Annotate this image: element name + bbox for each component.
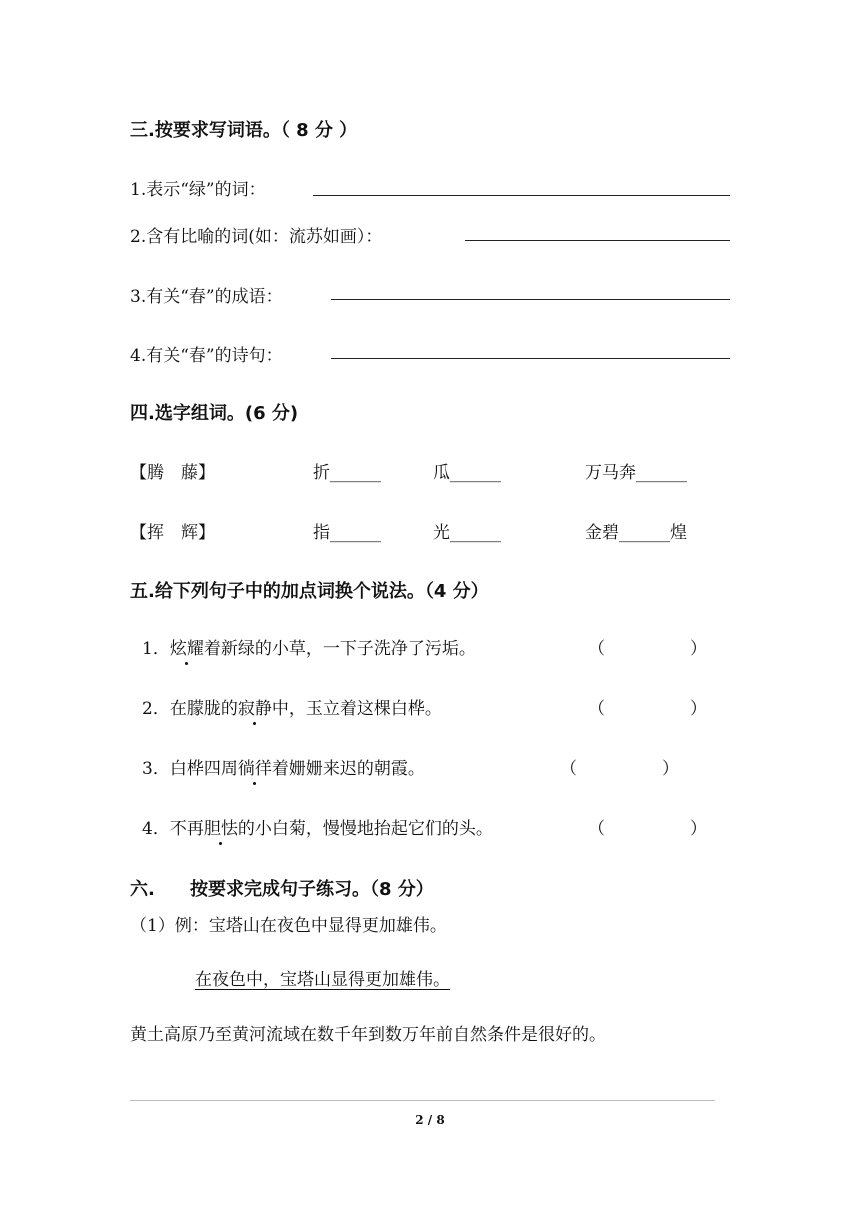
s5-item-1-answer-blank[interactable]: （ ） (588, 639, 707, 659)
s4-row2-blank-b[interactable]: 光______ (433, 523, 501, 543)
s4-row1-group: 【腾 藤】 (130, 463, 215, 483)
sentence-pre: 白桦四周 (169, 759, 238, 779)
sentence-post: 的小白菊，慢慢地抬起它们的头。 (237, 819, 493, 839)
s5-item-1 (142, 634, 476, 659)
s6-question: 黄土高原乃至黄河流域在数千年到数万年前自然条件是很好的。 (130, 1025, 606, 1045)
s3-item-1-label: 1.表示“绿”的词： (130, 180, 266, 200)
s4-row2-group: 【挥 辉】 (130, 523, 215, 543)
item-number: 3． (142, 759, 170, 779)
sentence-pre: 在朦胧的 (169, 699, 238, 719)
s6-example-answer: 在夜色中，宝塔山显得更加雄伟。 (195, 970, 450, 990)
s3-item-2-answer-line[interactable] (465, 240, 730, 241)
s5-item-4-answer-blank[interactable]: （ ） (588, 819, 707, 839)
s4-row2-blank-c[interactable]: 金碧______煌 (585, 523, 687, 543)
s3-item-1-answer-line[interactable] (313, 195, 730, 196)
s4-row1-blank-a[interactable]: 折______ (313, 463, 381, 483)
dotted-word: 胆怯 (204, 814, 238, 839)
s3-item-4-answer-line[interactable] (331, 358, 730, 359)
s4-row1-blank-b[interactable]: 瓜______ (433, 463, 501, 483)
s5-item-3 (142, 754, 425, 779)
s4-row1-blank-c[interactable]: 万马奔______ (585, 463, 687, 483)
item-number: 2． (142, 699, 170, 719)
s4-row2-blank-a[interactable]: 指______ (313, 523, 381, 543)
s5-item-2 (142, 694, 442, 719)
item-number: 1． (142, 639, 170, 659)
s5-item-4 (142, 814, 493, 839)
s6-example-label: （1）例：宝塔山在夜色中显得更加雄伟。 (130, 916, 447, 936)
item-number: 4． (142, 819, 170, 839)
sentence-post: 着姗姗来迟的朝霞。 (271, 759, 425, 779)
sentence-post: 着新绿的小草，一下子洗净了污垢。 (203, 639, 476, 659)
section-6-number: 六. (130, 879, 155, 900)
s3-item-3-label: 3.有关“春”的成语： (130, 287, 283, 307)
dotted-word: 寂静 (238, 694, 272, 719)
page-number: 2 / 8 (415, 1113, 445, 1127)
s3-item-3-answer-line[interactable] (331, 299, 730, 300)
section-3-title: 三.按要求写词语。（ 8 分 ） (130, 120, 358, 141)
sentence-pre: 不再 (169, 819, 204, 839)
footer-divider (130, 1100, 715, 1101)
s3-item-4-label: 4.有关“春”的诗句： (130, 346, 283, 366)
dotted-word: 炫耀 (170, 634, 204, 659)
section-4-title: 四.选字组词。(6 分) (130, 403, 299, 424)
section-5-title: 五.给下列句子中的加点词换个说法。（4 分） (130, 581, 489, 602)
sentence-post: 中，玉立着这棵白桦。 (271, 699, 442, 719)
s3-item-2-label: 2.含有比喻的词(如：流苏如画）： (130, 227, 383, 247)
dotted-word: 徜徉 (238, 754, 272, 779)
section-6-title: 按要求完成句子练习。（8 分） (190, 879, 434, 900)
s5-item-2-answer-blank[interactable]: （ ） (588, 699, 707, 719)
s5-item-3-answer-blank[interactable]: （ ） (560, 759, 679, 779)
